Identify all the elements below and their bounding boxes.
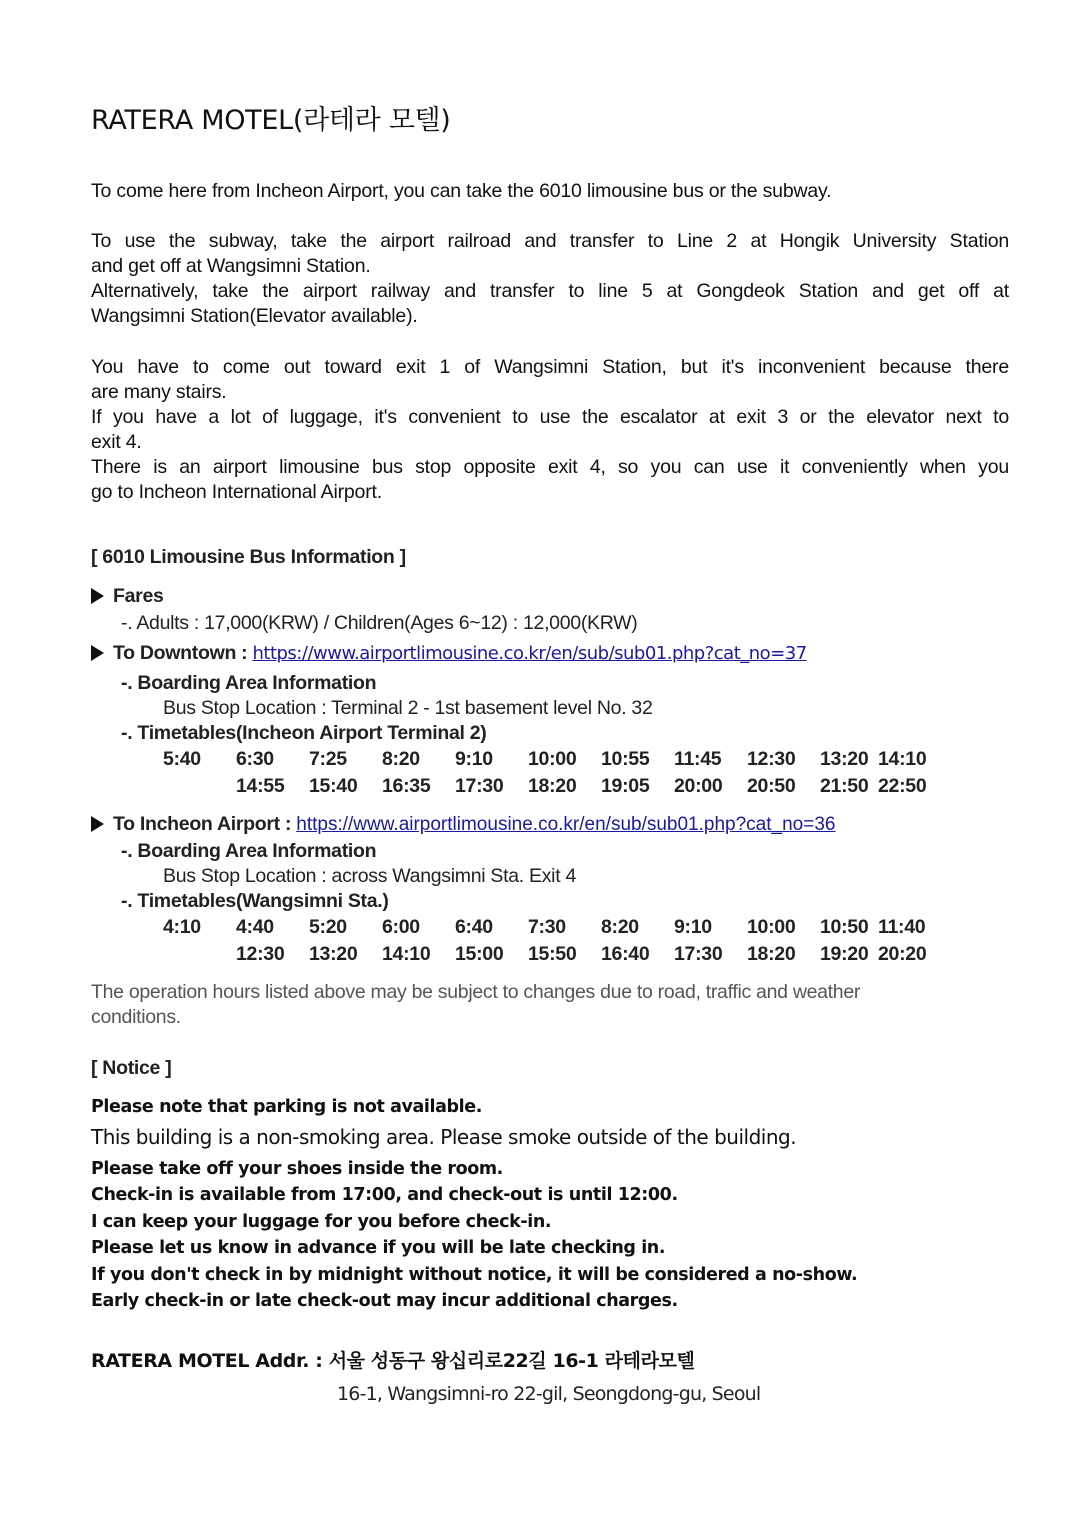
time-cell: 14:55 (236, 775, 285, 797)
time-cell: 11:45 (674, 748, 722, 770)
time-cell: 8:20 (601, 916, 639, 938)
to-airport-link[interactable]: https://www.airportlimousine.co.kr/en/sub/sub01.php?cat_no=36 (296, 814, 836, 835)
time-cell: 9:10 (455, 748, 493, 770)
text-line: and get off at Wangsimni Station. (91, 255, 371, 277)
time-cell: 6:40 (455, 916, 493, 938)
airport-boarding-heading: -. Boarding Area Information (121, 840, 377, 862)
triangle-right-icon (91, 645, 104, 661)
time-cell: 14:10 (382, 943, 431, 965)
notice-item: Please let us know in advance if you will be late checking in. (91, 1238, 666, 1258)
time-cell: 17:30 (455, 775, 504, 797)
time-cell: 15:50 (528, 943, 577, 965)
time-cell: 6:00 (382, 916, 420, 938)
text-line: conditions. (91, 1006, 181, 1028)
time-cell: 13:20 (309, 943, 358, 965)
time-cell: 14:10 (878, 748, 927, 770)
notice-item: Please note that parking is not available. (91, 1097, 482, 1117)
text-line: exit 4. (91, 431, 142, 453)
time-cell: 22:50 (878, 775, 927, 797)
notice-item: This building is a non-smoking area. Please smoke outside of the building. (91, 1125, 797, 1149)
to-airport-heading (91, 813, 835, 836)
airport-timetable-heading: -. Timetables(Wangsimni Sta.) (121, 890, 389, 912)
time-cell: 12:30 (747, 748, 796, 770)
text-line: Wangsimni Station(Elevator available). (91, 305, 418, 327)
text-line: To use the subway, take the airport railroad and transfer to Line 2 at Hongik University Station (91, 230, 1009, 252)
address-line (91, 1346, 694, 1373)
to-airport-label: To Incheon Airport : (113, 813, 297, 835)
time-cell: 5:20 (309, 916, 347, 938)
to-downtown-label: To Downtown : (113, 642, 253, 664)
time-cell: 13:20 (820, 748, 869, 770)
triangle-right-icon (91, 816, 104, 832)
time-cell: 7:30 (528, 916, 566, 938)
time-cell: 19:05 (601, 775, 650, 797)
time-cell: 19:20 (820, 943, 869, 965)
text-line: If you have a lot of luggage, it's convenient to use the escalator at exit 3 or the elevator next to (91, 406, 1009, 428)
text-line: are many stairs. (91, 381, 227, 403)
address-english: 16-1, Wangsimni-ro 22-gil, Seongdong-gu, Seoul (337, 1383, 761, 1405)
text-line: You have to come out toward exit 1 of Wangsimni Station, but it's inconvenient because there (91, 356, 1009, 378)
time-cell: 17:30 (674, 943, 723, 965)
time-cell: 15:40 (309, 775, 358, 797)
notice-item: If you don't check in by midnight without notice, it will be considered a no-show. (91, 1265, 858, 1285)
time-cell: 16:40 (601, 943, 650, 965)
intro-paragraph-1: To come here from Incheon Airport, you can take the 6010 limousine bus or the subway. (91, 180, 832, 202)
operation-hours-note (91, 980, 951, 1030)
fares-detail: -. Adults : 17,000(KRW) / Children(Ages 6~12) : 12,000(KRW) (121, 612, 638, 634)
page-title: RATERA MOTEL(라테라 모텔) (91, 105, 451, 136)
address-korean: 서울 성동구 왕십리로22길 16-1 라테라모텔 (328, 1350, 695, 1372)
time-cell: 9:10 (674, 916, 712, 938)
triangle-right-icon (91, 588, 104, 604)
time-cell: 8:20 (382, 748, 420, 770)
airport-boarding-detail: Bus Stop Location : across Wangsimni Sta. Exit 4 (163, 865, 576, 887)
notice-heading: [ Notice ] (91, 1057, 172, 1079)
time-cell: 20:50 (747, 775, 796, 797)
address-label: RATERA MOTEL Addr. : (91, 1350, 329, 1372)
to-downtown-heading (91, 642, 807, 665)
time-cell: 21:50 (820, 775, 869, 797)
notice-item: Early check-in or late check-out may incur additional charges. (91, 1291, 678, 1311)
time-cell: 11:40 (878, 916, 926, 938)
notice-item: Please take off your shoes inside the room. (91, 1159, 503, 1179)
downtown-timetable-heading: -. Timetables(Incheon Airport Terminal 2) (121, 722, 487, 744)
time-cell: 16:35 (382, 775, 431, 797)
text-line: go to Incheon International Airport. (91, 481, 382, 503)
time-cell: 6:30 (236, 748, 274, 770)
time-cell: 5:40 (163, 748, 201, 770)
time-cell: 15:00 (455, 943, 504, 965)
text-line: The operation hours listed above may be subject to changes due to road, traffic and weather (91, 981, 861, 1003)
time-cell: 10:55 (601, 748, 650, 770)
time-cell: 4:10 (163, 916, 201, 938)
time-cell: 10:00 (528, 748, 577, 770)
downtown-boarding-detail: Bus Stop Location : Terminal 2 - 1st basement level No. 32 (163, 697, 653, 719)
bus-info-heading: [ 6010 Limousine Bus Information ] (91, 546, 406, 568)
time-cell: 12:30 (236, 943, 285, 965)
time-cell: 10:00 (747, 916, 796, 938)
time-cell: 20:00 (674, 775, 723, 797)
text-line: Alternatively, take the airport railway and transfer to line 5 at Gongdeok Station and get off at (91, 280, 1009, 302)
time-cell: 20:20 (878, 943, 927, 965)
notice-item: Check-in is available from 17:00, and check-out is until 12:00. (91, 1185, 678, 1205)
time-cell: 10:50 (820, 916, 869, 938)
time-cell: 18:20 (528, 775, 577, 797)
downtown-boarding-heading: -. Boarding Area Information (121, 672, 377, 694)
to-downtown-link[interactable]: https://www.airportlimousine.co.kr/en/sub/sub01.php?cat_no=37 (252, 643, 807, 664)
text-line: There is an airport limousine bus stop opposite exit 4, so you can use it conveniently when you (91, 456, 1009, 478)
fares-heading: Fares (91, 585, 164, 608)
time-cell: 18:20 (747, 943, 796, 965)
time-cell: 7:25 (309, 748, 347, 770)
time-cell: 4:40 (236, 916, 274, 938)
intro-paragraph-2 (91, 229, 1009, 329)
notice-item: I can keep your luggage for you before check-in. (91, 1212, 552, 1232)
intro-paragraph-3 (91, 355, 1009, 505)
